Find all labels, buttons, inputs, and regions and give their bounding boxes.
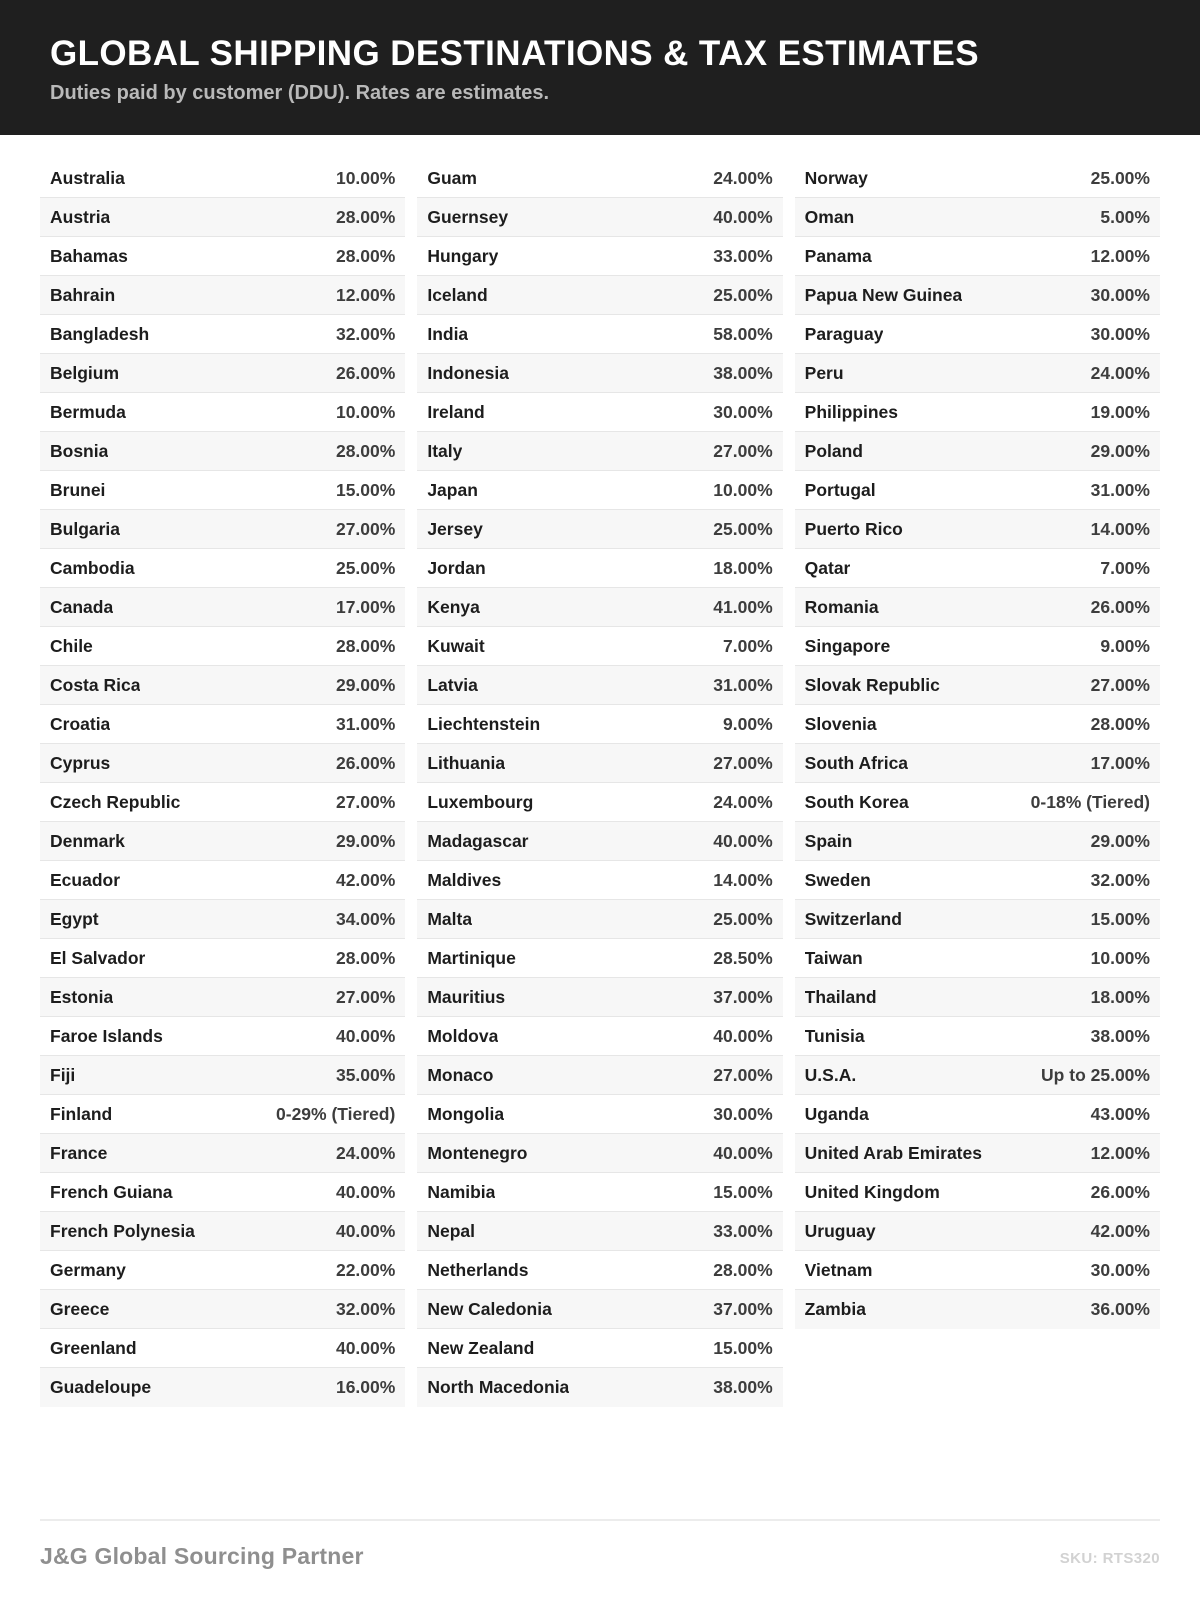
tax-rate: 38.00% [1090, 1025, 1150, 1046]
tax-rate: 25.00% [713, 908, 773, 929]
tax-rate: 40.00% [335, 1181, 396, 1202]
tax-rate: 32.00% [335, 1298, 396, 1319]
country-name: Slovenia [804, 713, 877, 734]
tax-rate: 40.00% [713, 830, 773, 851]
table-row [795, 393, 1160, 432]
tax-rate: 27.00% [713, 1064, 773, 1085]
country-name: Madagascar [427, 830, 529, 851]
country-name: Ecuador [50, 869, 121, 890]
table-row [417, 783, 782, 822]
table-row [40, 1056, 405, 1095]
country-name: Monaco [427, 1064, 494, 1085]
table-row [40, 1095, 405, 1134]
tax-rate: 10.00% [713, 479, 773, 500]
table-row [795, 744, 1160, 783]
country-name: Spain [804, 830, 853, 851]
tax-rate: 28.00% [335, 440, 396, 461]
tax-rate: 30.00% [1090, 1259, 1150, 1280]
country-name: Philippines [804, 401, 899, 422]
tax-rate: 26.00% [1090, 596, 1150, 617]
table-row [40, 783, 405, 822]
country-name: Hungary [427, 245, 499, 266]
table-row [417, 471, 782, 510]
table-row [40, 900, 405, 939]
country-name: Uruguay [804, 1220, 876, 1241]
table-row [795, 1173, 1160, 1212]
country-name: Portugal [804, 479, 876, 500]
country-name: Slovak Republic [804, 674, 940, 695]
table-row [417, 939, 782, 978]
country-name: Tunisia [804, 1025, 865, 1046]
tax-rate: 40.00% [713, 206, 773, 227]
tax-rate: 31.00% [1090, 479, 1150, 500]
country-name: Croatia [50, 713, 111, 734]
table-row [40, 1368, 405, 1407]
tax-rate: Up to 25.00% [1041, 1064, 1150, 1085]
tax-rate: 10.00% [335, 167, 396, 188]
country-name: Indonesia [427, 362, 510, 383]
tax-rate: 27.00% [713, 440, 773, 461]
country-name: Maldives [427, 869, 502, 890]
country-name: Costa Rica [50, 674, 141, 695]
tax-rate: 38.00% [713, 362, 773, 383]
tax-rate: 30.00% [713, 401, 773, 422]
country-name: Norway [804, 167, 868, 188]
table-row [417, 354, 782, 393]
tax-rate: 0-29% (Tiered) [276, 1103, 396, 1124]
country-name: Egypt [50, 908, 99, 929]
table-row [417, 1095, 782, 1134]
table-row [795, 1017, 1160, 1056]
rates-columns [40, 159, 1160, 1407]
table-row [795, 822, 1160, 861]
tax-rate: 34.00% [335, 908, 396, 929]
table-row [417, 744, 782, 783]
tax-rate: 27.00% [713, 752, 773, 773]
tax-rate: 42.00% [1090, 1220, 1150, 1241]
table-row [40, 1212, 405, 1251]
table-row [417, 822, 782, 861]
country-name: Liechtenstein [427, 713, 541, 734]
country-name: Estonia [50, 986, 114, 1007]
table-row [795, 666, 1160, 705]
country-name: United Kingdom [804, 1181, 940, 1202]
tax-rate: 29.00% [335, 674, 396, 695]
tax-rate: 10.00% [335, 401, 396, 422]
table-row [40, 861, 405, 900]
rates-column [417, 159, 782, 1407]
table-row [417, 159, 782, 198]
tax-rate: 41.00% [713, 596, 773, 617]
tax-rate: 42.00% [335, 869, 396, 890]
table-row [417, 315, 782, 354]
page-title: GLOBAL SHIPPING DESTINATIONS & TAX ESTIMATES [50, 34, 979, 73]
tax-rate: 0-18% (Tiered) [1030, 791, 1150, 812]
table-row [40, 744, 405, 783]
country-name: Martinique [427, 947, 516, 968]
table-row [417, 1251, 782, 1290]
table-row [795, 1056, 1160, 1095]
country-name: Bahamas [50, 245, 128, 266]
table-row [417, 1134, 782, 1173]
footer-brand: J&G Global Sourcing Partner [40, 1543, 364, 1569]
country-name: El Salvador [50, 947, 146, 968]
table-row [417, 705, 782, 744]
table-row [795, 471, 1160, 510]
table-row [40, 354, 405, 393]
table-row [40, 1290, 405, 1329]
country-name: Kuwait [427, 635, 485, 656]
table-row [40, 198, 405, 237]
tax-rate: 7.00% [1100, 557, 1150, 578]
country-name: Latvia [427, 674, 478, 695]
table-row [417, 237, 782, 276]
country-name: Cambodia [50, 557, 135, 578]
tax-rate: 29.00% [335, 830, 396, 851]
country-name: Denmark [50, 830, 125, 851]
tax-rate: 15.00% [335, 479, 396, 500]
table-row [795, 432, 1160, 471]
footer-sku: SKU: RTS320 [1059, 1550, 1160, 1567]
tax-rate: 16.00% [335, 1377, 396, 1398]
country-name: French Polynesia [50, 1220, 195, 1241]
tax-rate: 26.00% [335, 752, 396, 773]
table-row [795, 978, 1160, 1017]
table-row [40, 471, 405, 510]
tax-rate: 36.00% [1090, 1299, 1150, 1320]
country-name: Australia [50, 167, 125, 188]
rates-column [40, 159, 405, 1407]
tax-rate: 58.00% [713, 323, 773, 344]
country-name: Papua New Guinea [804, 284, 963, 305]
country-name: Belgium [50, 362, 120, 383]
tax-rate: 24.00% [713, 791, 773, 812]
page-header [0, 0, 1200, 135]
country-name: Puerto Rico [804, 518, 903, 539]
country-name: Guadeloupe [50, 1377, 152, 1398]
tax-rate: 28.00% [335, 947, 396, 968]
tax-rate: 7.00% [723, 635, 773, 656]
country-name: Ireland [427, 401, 485, 422]
country-name: Sweden [804, 869, 871, 890]
tax-rate: 14.00% [1090, 518, 1150, 539]
table-row [795, 861, 1160, 900]
table-row [795, 1251, 1160, 1290]
country-name: Luxembourg [427, 791, 534, 812]
tax-rate: 22.00% [335, 1259, 396, 1280]
country-name: Malta [427, 908, 473, 929]
table-row [417, 588, 782, 627]
tax-rate: 25.00% [713, 518, 773, 539]
tax-rate: 5.00% [1100, 206, 1150, 227]
country-name: Germany [50, 1259, 126, 1280]
country-name: Bosnia [50, 440, 109, 461]
table-row [417, 627, 782, 666]
table-row [417, 1017, 782, 1056]
country-name: Fiji [50, 1064, 76, 1085]
table-row [40, 939, 405, 978]
table-row [795, 900, 1160, 939]
tax-rate: 25.00% [713, 284, 773, 305]
table-row [417, 198, 782, 237]
country-name: United Arab Emirates [804, 1142, 982, 1163]
table-row [417, 1368, 782, 1407]
tax-rate: 19.00% [1090, 401, 1150, 422]
tax-rate: 40.00% [335, 1025, 396, 1046]
tax-rate: 28.00% [335, 635, 396, 656]
table-row [40, 237, 405, 276]
tax-rate: 17.00% [1090, 752, 1150, 773]
table-row [417, 432, 782, 471]
country-name: Czech Republic [50, 791, 181, 812]
tax-rate: 28.50% [713, 947, 773, 968]
tax-rate: 35.00% [335, 1064, 396, 1085]
table-row [417, 1329, 782, 1368]
tax-rate: 28.00% [335, 245, 396, 266]
tax-rate: 15.00% [713, 1337, 773, 1358]
table-row [795, 1095, 1160, 1134]
tax-rate: 33.00% [713, 245, 773, 266]
country-name: Guam [427, 167, 477, 188]
tax-rate: 10.00% [1090, 947, 1150, 968]
country-name: Singapore [804, 635, 891, 656]
country-name: Mongolia [427, 1103, 505, 1124]
page-footer [40, 1519, 1160, 1600]
country-name: Canada [50, 596, 114, 617]
table-row [40, 978, 405, 1017]
table-row [795, 549, 1160, 588]
rates-column [795, 159, 1160, 1329]
tax-rate: 31.00% [335, 713, 396, 734]
country-name: Austria [50, 206, 111, 227]
tax-rate: 27.00% [1090, 674, 1150, 695]
country-name: Panama [804, 245, 872, 266]
country-name: Greenland [50, 1337, 137, 1358]
country-name: Guernsey [427, 206, 509, 227]
country-name: North Macedonia [427, 1377, 570, 1398]
country-name: Jordan [427, 557, 486, 578]
table-row [40, 549, 405, 588]
country-name: Finland [50, 1103, 113, 1124]
tax-rate: 15.00% [1090, 908, 1150, 929]
table-row [417, 276, 782, 315]
country-name: Mauritius [427, 986, 506, 1007]
country-name: New Caledonia [427, 1298, 552, 1319]
table-row [417, 861, 782, 900]
tax-rate: 18.00% [1090, 986, 1150, 1007]
tax-rate: 43.00% [1090, 1103, 1150, 1124]
table-row [40, 822, 405, 861]
tax-rate: 27.00% [335, 518, 396, 539]
tax-rate: 12.00% [1090, 1142, 1150, 1163]
table-row [40, 627, 405, 666]
tax-rate: 30.00% [713, 1103, 773, 1124]
tax-rate: 32.00% [1090, 869, 1150, 890]
country-name: Faroe Islands [50, 1025, 163, 1046]
country-name: Qatar [804, 557, 851, 578]
tax-rate: 28.00% [713, 1259, 773, 1280]
country-name: India [427, 323, 469, 344]
table-row [417, 510, 782, 549]
tax-rate: 24.00% [335, 1142, 396, 1163]
tax-rate: 27.00% [335, 791, 396, 812]
table-row [417, 978, 782, 1017]
country-name: Zambia [804, 1299, 866, 1320]
tax-rate: 37.00% [713, 1298, 773, 1319]
country-name: Lithuania [427, 752, 506, 773]
table-row [795, 1290, 1160, 1329]
table-row [40, 393, 405, 432]
tax-rate: 25.00% [335, 557, 396, 578]
table-row [795, 783, 1160, 822]
table-row [795, 1134, 1160, 1173]
tax-rate: 40.00% [335, 1220, 396, 1241]
country-name: Namibia [427, 1181, 496, 1202]
tax-rate: 27.00% [335, 986, 396, 1007]
tax-rate: 29.00% [1090, 830, 1150, 851]
table-row [795, 939, 1160, 978]
table-row [795, 237, 1160, 276]
country-name: France [50, 1142, 108, 1163]
tax-rate: 32.00% [335, 323, 396, 344]
tax-rate: 26.00% [335, 362, 396, 383]
table-row [417, 1290, 782, 1329]
table-row [40, 159, 405, 198]
tax-rate: 24.00% [1090, 362, 1150, 383]
country-name: Chile [50, 635, 93, 656]
country-name: Montenegro [427, 1142, 528, 1163]
table-row [417, 549, 782, 588]
table-row [40, 1017, 405, 1056]
table-row [417, 900, 782, 939]
country-name: South Korea [804, 791, 909, 812]
tax-rate: 12.00% [1090, 245, 1150, 266]
tax-rate: 24.00% [713, 167, 773, 188]
tax-rate: 17.00% [335, 596, 396, 617]
table-row [40, 1134, 405, 1173]
table-row [40, 666, 405, 705]
country-name: Paraguay [804, 323, 884, 344]
country-name: Japan [427, 479, 478, 500]
table-row [417, 1212, 782, 1251]
table-row [795, 627, 1160, 666]
tax-rate: 14.00% [713, 869, 773, 890]
table-row [795, 198, 1160, 237]
table-row [40, 1251, 405, 1290]
table-row [40, 276, 405, 315]
country-name: Bahrain [50, 284, 116, 305]
table-row [795, 276, 1160, 315]
tax-rate: 38.00% [713, 1377, 773, 1398]
country-name: Bermuda [50, 401, 126, 422]
tax-rate: 33.00% [713, 1220, 773, 1241]
table-row [40, 315, 405, 354]
table-row [795, 705, 1160, 744]
table-row [417, 393, 782, 432]
country-name: Iceland [427, 284, 488, 305]
tax-rate: 25.00% [1090, 167, 1150, 188]
table-row [40, 432, 405, 471]
tax-rate: 40.00% [335, 1337, 396, 1358]
tax-rate: 29.00% [1090, 440, 1150, 461]
tax-rate: 12.00% [335, 284, 396, 305]
tax-rate: 30.00% [1090, 323, 1150, 344]
country-name: U.S.A. [804, 1064, 857, 1085]
tax-rate: 31.00% [713, 674, 773, 695]
tax-rate: 9.00% [1100, 635, 1150, 656]
table-row [795, 588, 1160, 627]
country-name: Romania [804, 596, 879, 617]
table-row [40, 1173, 405, 1212]
country-name: New Zealand [427, 1337, 535, 1358]
country-name: Cyprus [50, 752, 111, 773]
country-name: Brunei [50, 479, 106, 500]
table-row [40, 510, 405, 549]
country-name: Switzerland [804, 908, 902, 929]
country-name: Netherlands [427, 1259, 529, 1280]
country-name: Bangladesh [50, 323, 150, 344]
tax-rate: 40.00% [713, 1025, 773, 1046]
table-row [795, 1212, 1160, 1251]
country-name: French Guiana [50, 1181, 173, 1202]
country-name: Moldova [427, 1025, 499, 1046]
country-name: Greece [50, 1298, 110, 1319]
country-name: Oman [804, 206, 855, 227]
tax-rate: 28.00% [1090, 713, 1150, 734]
country-name: Kenya [427, 596, 480, 617]
country-name: Taiwan [804, 947, 863, 968]
table-row [417, 1056, 782, 1095]
table-row [40, 705, 405, 744]
table-row [40, 1329, 405, 1368]
tax-rate: 40.00% [713, 1142, 773, 1163]
tax-rate: 9.00% [723, 713, 773, 734]
tax-rate: 37.00% [713, 986, 773, 1007]
country-name: Nepal [427, 1220, 475, 1241]
tax-rate: 18.00% [713, 557, 773, 578]
rates-content [0, 135, 1200, 1519]
table-row [417, 1173, 782, 1212]
table-row [795, 510, 1160, 549]
tax-rate: 30.00% [1090, 284, 1150, 305]
country-name: Italy [427, 440, 463, 461]
country-name: Vietnam [804, 1259, 873, 1280]
country-name: Jersey [427, 518, 483, 539]
country-name: Uganda [804, 1103, 869, 1124]
tax-rate: 26.00% [1090, 1181, 1150, 1202]
table-row [40, 588, 405, 627]
country-name: Thailand [804, 986, 877, 1007]
tax-rate: 28.00% [335, 206, 396, 227]
table-row [795, 354, 1160, 393]
table-row [417, 666, 782, 705]
country-name: Peru [804, 362, 844, 383]
page-subtitle: Duties paid by customer (DDU). Rates are estimates. [50, 82, 550, 105]
table-row [795, 159, 1160, 198]
table-row [795, 315, 1160, 354]
country-name: Bulgaria [50, 518, 121, 539]
tax-rate: 15.00% [713, 1181, 773, 1202]
country-name: South Africa [804, 752, 909, 773]
country-name: Poland [804, 440, 863, 461]
